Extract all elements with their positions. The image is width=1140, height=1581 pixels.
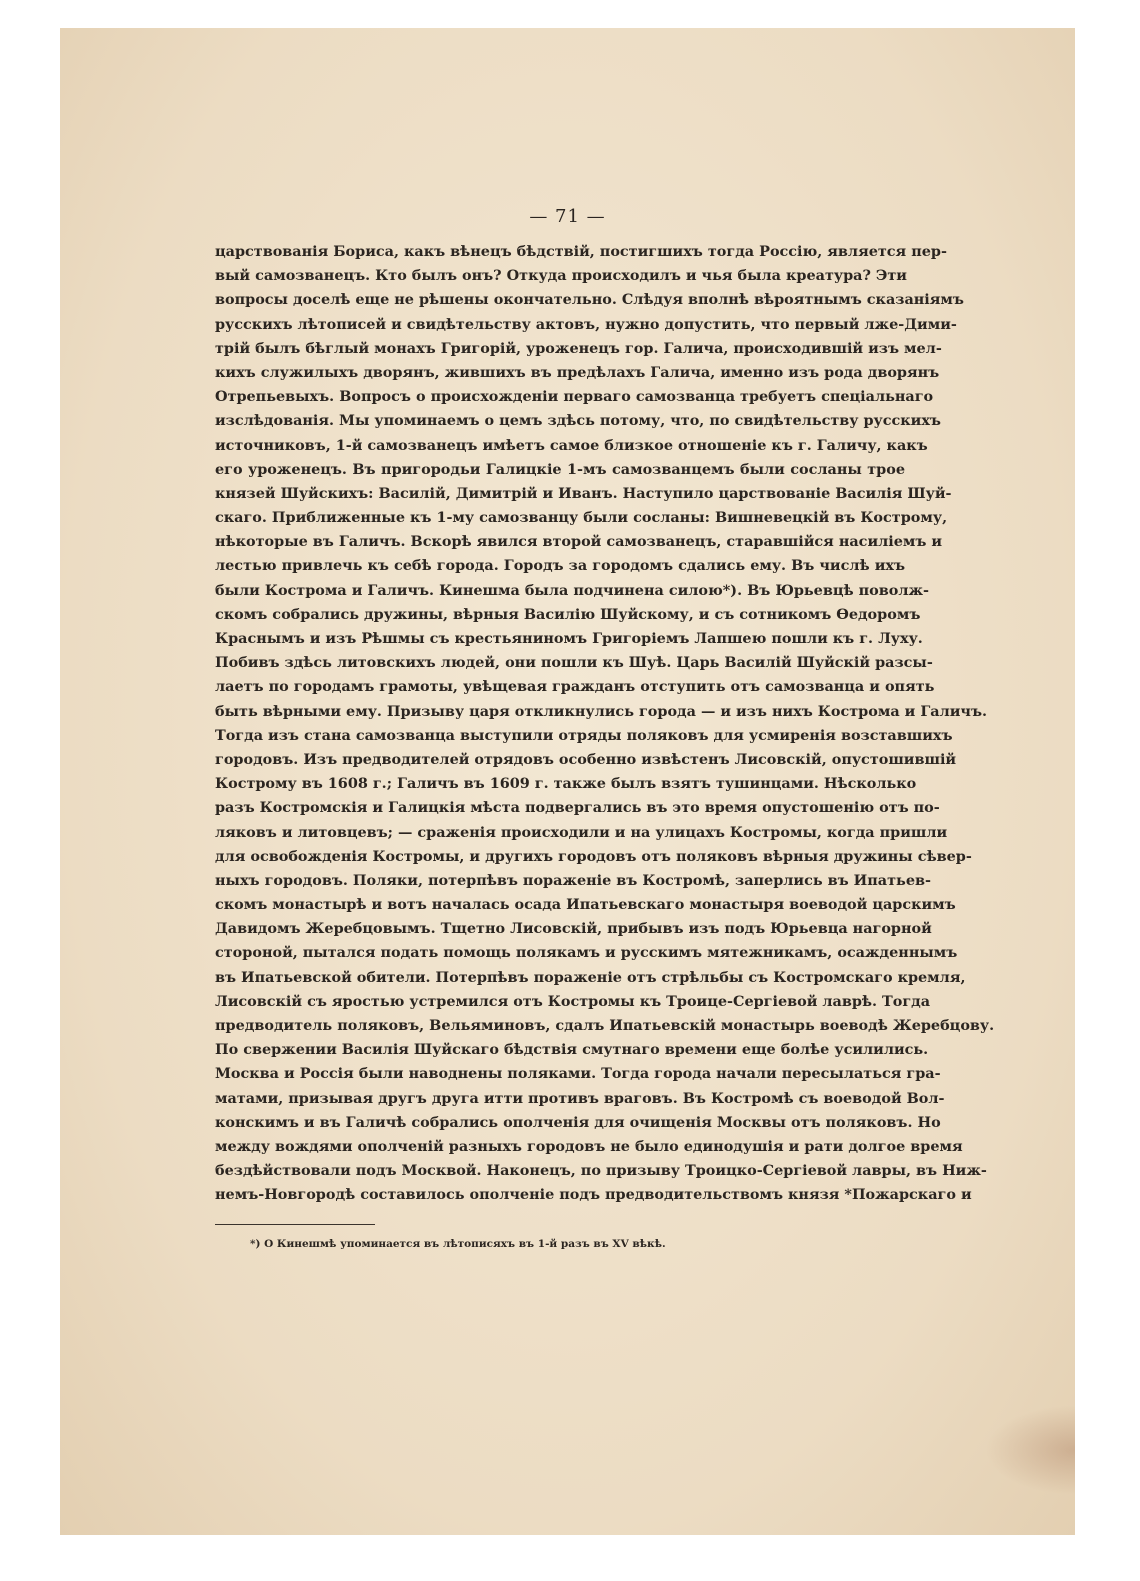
text-line: скаго. Приближенные къ 1-му самозванцу были сосланы: Вишневецкій въ Кострому, bbox=[215, 509, 948, 527]
text-line: князей Шуйскихъ: Василій, Димитрій и Иванъ. Наступило царствованіе Василія Шуй- bbox=[215, 484, 952, 502]
page-number: — 71 — bbox=[529, 206, 606, 227]
text-line: Кострому въ 1608 г.; Галичъ въ 1609 г. также былъ взятъ тушинцами. Нѣсколько bbox=[215, 775, 917, 793]
text-line: были Кострома и Галичъ. Кинешма была подчинена силою*). Въ Юрьевцѣ поволж- bbox=[215, 581, 929, 599]
text-line: городовъ. Изъ предводителей отрядовъ особенно извѣстенъ Лисовскій, опустошившій bbox=[215, 750, 957, 768]
text-line: источниковъ, 1-й самозванецъ имѣетъ самое близкое отношеніе къ г. Галичу, какъ bbox=[215, 436, 928, 454]
text-line: Краснымъ и изъ Рѣшмы съ крестьяниномъ Григоріемъ Лапшею пошли къ г. Луху. bbox=[215, 630, 923, 647]
text-line: Лисовскій съ яростью устремился отъ Костромы къ Троице-Сергіевой лаврѣ. Тогда bbox=[215, 992, 931, 1010]
text-line: русскихъ лѣтописей и свидѣтельству актовъ, нужно допустить, что первый лже-Дими- bbox=[215, 315, 957, 333]
text-line: стороной, пытался подать помощь полякамъ и русскимъ мятежникамъ, осажденнымъ bbox=[215, 944, 958, 962]
text-line: Давидомъ Жеребцовымъ. Тщетно Лисовскій, прибывъ изъ подъ Юрьевца нагорной bbox=[215, 920, 932, 938]
text-line: По свержении Василія Шуйскаго бѣдствія смутнаго времени еще болѣе усилились. bbox=[215, 1041, 929, 1059]
text-line: между вождями ополченій разныхъ городовъ не было единодушія и рати долгое время bbox=[215, 1137, 963, 1155]
text-line: вый самозванецъ. Кто былъ онъ? Откуда происходилъ и чья была креатура? Эти bbox=[215, 267, 907, 285]
text-line: ляковъ и литовцевъ; — сраженія происходили и на улицахъ Костромы, когда пришли bbox=[215, 823, 948, 841]
text-line: нѣкоторые въ Галичъ. Вскорѣ явился второй самозванецъ, старавшійся насиліемъ и bbox=[215, 533, 943, 551]
text-line: скомъ собрались дружины, вѣрныя Василію Шуйскому, и съ сотникомъ Ѳедоромъ bbox=[215, 605, 921, 623]
text-line: царствованія Бориса, какъ вѣнецъ бѣдствій, постигшихъ тогда Россію, является пер- bbox=[215, 243, 947, 260]
scanned-page bbox=[60, 28, 1075, 1535]
text-line: матами, призывая другъ друга итти противъ враговъ. Въ Костромѣ съ воеводой Вол- bbox=[215, 1089, 945, 1107]
text-line: ныхъ городовъ. Поляки, потерпѣвъ пораженіе въ Костромѣ, заперлись въ Ипатьев- bbox=[215, 871, 931, 889]
text-line: бездѣйствовали подъ Москвой. Наконецъ, по призыву Троицко-Сергіевой лавры, въ Ниж- bbox=[215, 1162, 987, 1180]
text-line: предводитель поляковъ, Вельяминовъ, сдалъ Ипатьевскій монастырь воеводѣ Жеребцову. bbox=[215, 1017, 995, 1034]
text-line: конскимъ и въ Галичѣ собрались ополченія для очищенія Москвы отъ поляковъ. Но bbox=[215, 1113, 941, 1131]
text-line: Отрепьевыхъ. Вопросъ о происхожденіи перваго самозванца требуетъ спеціальнаго bbox=[215, 388, 934, 406]
text-line: скомъ монастырѣ и вотъ началась осада Ипатьевскаго монастыря воеводой царскимъ bbox=[215, 896, 956, 914]
text-line: Побивъ здѣсь литовскихъ людей, они пошли къ Шуѣ. Царь Василій Шуйскій разсы- bbox=[215, 654, 933, 672]
footnote-divider bbox=[215, 1224, 375, 1225]
text-line: въ Ипатьевской обители. Потерпѣвъ пораженіе отъ стрѣльбы съ Костромскаго кремля, bbox=[215, 968, 966, 986]
body-text bbox=[215, 240, 995, 1208]
text-line: лаетъ по городамъ грамоты, увѣщевая гражданъ отступить отъ самозванца и опять bbox=[215, 678, 935, 696]
text-line: вопросы доселѣ еще не рѣшены окончательно. Слѣдуя вполнѣ вѣроятнымъ сказаніямъ bbox=[215, 291, 964, 309]
text-line: его уроженецъ. Въ пригородьи Галицкіе 1-мъ самозванцемъ были сосланы трое bbox=[215, 460, 905, 478]
text-line: изслѣдованія. Мы упоминаемъ о цемъ здѣсь потому, что, по свидѣтельству русскихъ bbox=[215, 412, 941, 430]
text-line: Тогда изъ стана самозванца выступили отряды поляковъ для усмиренія возставшихъ bbox=[215, 726, 953, 744]
text-line: лестью привлечь къ себѣ города. Городъ за городомъ сдались ему. Въ числѣ ихъ bbox=[215, 557, 905, 575]
text-line: для освобожденія Костромы, и другихъ городовъ отъ поляковъ вѣрныя дружины сѣвер- bbox=[215, 847, 972, 865]
footnote: *) О Кинешмѣ упоминается въ лѣтописяхъ въ 1-й разъ въ XV вѣкѣ. bbox=[250, 1238, 666, 1250]
page-corner-shadow bbox=[985, 1405, 1075, 1495]
text-line: разъ Костромскія и Галицкія мѣста подвергались въ это время опустошенію отъ по- bbox=[215, 799, 940, 817]
text-line: немъ-Новгородѣ составилось ополченіе подъ предводительствомъ князя *Пожарскаго и bbox=[215, 1186, 972, 1204]
text-line: Москва и Россія были наводнены поляками. Тогда города начали пересылаться гра- bbox=[215, 1065, 941, 1083]
text-line: быть вѣрными ему. Призыву царя откликнулись города — и изъ нихъ Кострома и Галичъ. bbox=[215, 702, 988, 720]
text-line: трій былъ бѣглый монахъ Григорій, уроженецъ гор. Галича, происходившій изъ мел- bbox=[215, 339, 942, 357]
text-line: кихъ служилыхъ дворянъ, жившихъ въ предѣлахъ Галича, именно изъ рода дворянъ bbox=[215, 363, 940, 381]
